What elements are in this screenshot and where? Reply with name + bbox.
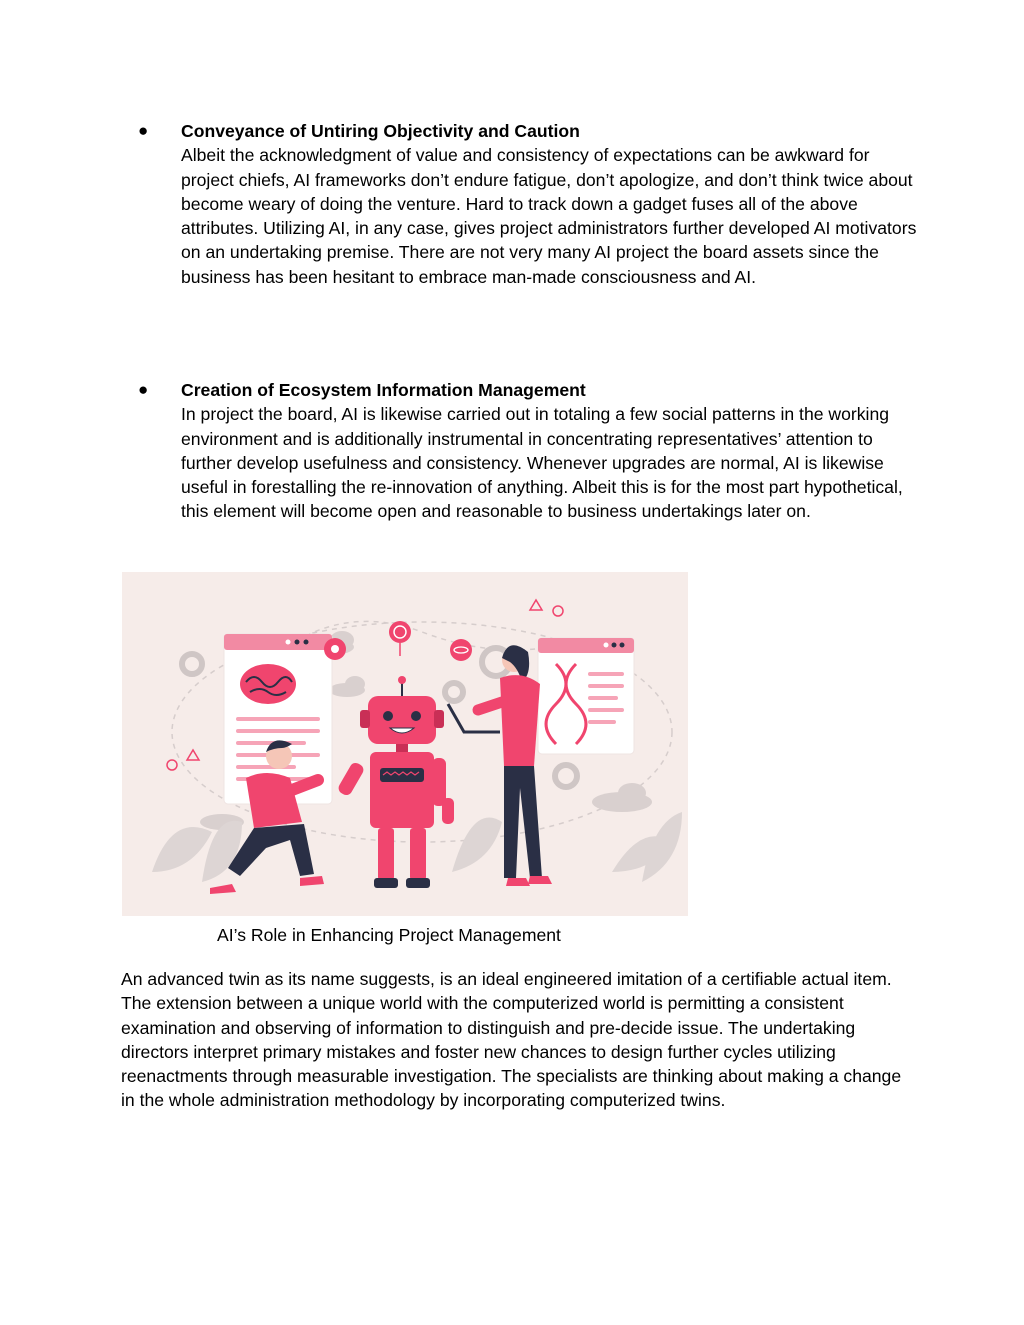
- bullet-text: In project the board, AI is likewise carried out in totaling a few social patterns in the working environment and is additionally instrumental in concentrating representatives’ attention to further develop usefulness and consistency. Whenever upgrades are normal, AI is likewise useful in forestalling the re-innovation of anything. Albeit this is for the most part hypothetical, this element will become open and reasonable to business undertakings later on.: [181, 404, 903, 522]
- settings-pin-icon: [324, 638, 346, 660]
- bullet-text: Albeit the acknowledgment of value and consistency of expectations can be awkward for project chiefs, AI frameworks don’t endure fatigue, don’t apologize, and don’t think twice about become weary of doing the venture. Hard to track down a gadget fuses all of the above attributes. Utilizing AI, in any case, gives project administrators further developed AI motivators on an undertaking premise. There are not very many AI project the board assets since the business has been hesitant to embrace man-made consciousness and AI.: [181, 145, 917, 287]
- globe-pin-icon: [389, 621, 411, 656]
- bullet-body: [181, 378, 918, 524]
- bullet-item-objectivity: [138, 119, 918, 289]
- bullet-item-ecosystem: [138, 378, 918, 524]
- ai-illustration-graphic: [122, 572, 688, 916]
- brain-icon: [240, 664, 296, 704]
- bullet-dot: ●: [138, 121, 149, 140]
- bullet-title: Creation of Ecosystem Information Management: [181, 380, 586, 400]
- right-panel-window: [538, 638, 634, 754]
- bullet-title: Conveyance of Untiring Objectivity and Caution: [181, 121, 580, 141]
- robot-figure: [336, 676, 454, 888]
- ai-illustration: [122, 572, 688, 916]
- figure-caption: AI’s Role in Enhancing Project Management: [217, 925, 561, 945]
- body-paragraph: An advanced twin as its name suggests, is an ideal engineered imitation of a certifiable actual item. The extension between a unique world with the computerized world is permitting a consistent examination and observing of information to distinguish and pre-decide issue. The undertaking directors interpret primary mistakes and foster new chances to design further cycles utilizing reenactments through measurable investigation. The specialists are thinking about making a change in the whole administration methodology by incorporating computerized twins.: [121, 969, 902, 1111]
- atom-pin-icon: [450, 639, 472, 661]
- bullet-dot: ●: [138, 380, 149, 399]
- bullet-body: [181, 119, 918, 289]
